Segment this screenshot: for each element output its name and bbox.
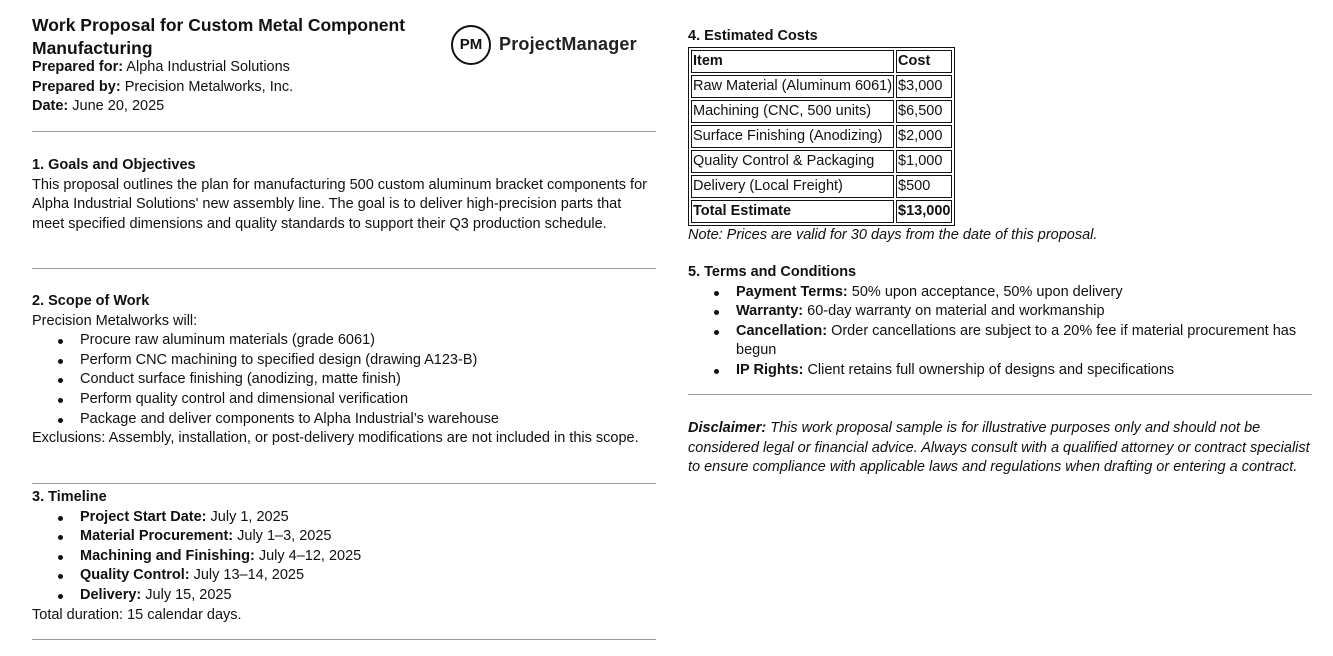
projectmanager-logo xyxy=(451,25,637,65)
cost-item: Delivery (Local Freight) xyxy=(691,175,894,198)
list-item xyxy=(736,361,1312,381)
goals-heading: 1. Goals and Objectives xyxy=(32,157,196,173)
column-header-cost: Cost xyxy=(896,50,952,73)
scope-exclusions: Exclusions: Assembly, installation, or post-delivery modifications are not included in this scope. xyxy=(32,430,639,447)
disclaimer-body: This work proposal sample is for illustrative purposes only and should not be considered legal or financial advice. Always consult with a qualified attorney or contract specialist to ensure compliance with applicable laws and regulations when drafting or entering a contract. xyxy=(688,420,1310,476)
timeline-total: Total duration: 15 calendar days. xyxy=(32,606,242,623)
timeline-heading: 3. Timeline xyxy=(32,489,107,505)
scope-section xyxy=(32,292,656,449)
timeline-value: July 1–3, 2025 xyxy=(237,528,332,545)
disclaimer-text xyxy=(688,419,1312,478)
list-item xyxy=(736,283,1312,303)
cost-item: Surface Finishing (Anodizing) xyxy=(691,125,894,148)
pm-logo-icon: PM xyxy=(451,25,491,65)
prepared-by-line xyxy=(32,78,293,98)
list-item xyxy=(80,547,656,567)
table-row xyxy=(691,125,952,148)
date-value: June 20, 2025 xyxy=(72,98,165,115)
cost-item: Quality Control & Packaging xyxy=(691,150,894,173)
cost-item: Raw Material (Aluminum 6061) xyxy=(691,75,894,98)
timeline-label: Machining and Finishing: xyxy=(80,547,255,564)
prepared-by-label: Prepared by: xyxy=(32,78,121,95)
list-item: Perform CNC machining to specified design (drawing A123-B) xyxy=(80,351,656,371)
divider xyxy=(32,268,656,269)
timeline-value: July 15, 2025 xyxy=(145,586,232,603)
disclaimer-label: Disclaimer: xyxy=(688,420,767,436)
costs-note: Note: Prices are valid for 30 days from the date of this proposal. xyxy=(688,226,1098,243)
list-item xyxy=(80,527,656,547)
table-header-row xyxy=(691,50,952,73)
timeline-label: Quality Control: xyxy=(80,567,190,584)
timeline-value: July 4–12, 2025 xyxy=(258,547,362,564)
goals-body: This proposal outlines the plan for manufacturing 500 custom aluminum bracket components for Alpha Industrial Solutions' new assembly line. The goal is to deliver high-precision parts that meet specified dimensions and quality standards to support their Q3 production schedule. xyxy=(32,176,647,232)
list-item xyxy=(80,586,656,606)
cost-item: Machining (CNC, 500 units) xyxy=(691,100,894,123)
total-value: $13,000 xyxy=(896,200,952,223)
terms-heading: 5. Terms and Conditions xyxy=(688,264,857,280)
cost-value: $1,000 xyxy=(896,150,952,173)
divider xyxy=(32,639,656,640)
date-line xyxy=(32,97,293,117)
timeline-list xyxy=(32,508,656,606)
date-label: Date: xyxy=(32,98,69,115)
table-row xyxy=(691,150,952,173)
table-row xyxy=(691,75,952,98)
list-item xyxy=(80,508,656,528)
timeline-label: Delivery: xyxy=(80,586,142,603)
column-header-item: Item xyxy=(691,50,894,73)
document-meta xyxy=(32,58,293,117)
table-total-row xyxy=(691,200,952,223)
page-title: Work Proposal for Custom Metal Component Manufacturing xyxy=(32,15,406,58)
term-value: 50% upon acceptance, 50% upon delivery xyxy=(851,283,1123,300)
goals-section xyxy=(32,156,656,234)
costs-table xyxy=(688,47,955,226)
scope-intro: Precision Metalworks will: xyxy=(32,312,198,329)
term-label: Payment Terms: xyxy=(736,283,848,300)
table-row xyxy=(691,175,952,198)
term-label: Cancellation: xyxy=(736,322,828,339)
prepared-for-value: Alpha Industrial Solutions xyxy=(126,59,290,75)
list-item: Package and deliver components to Alpha Industrial’s warehouse xyxy=(80,410,656,430)
cost-value: $3,000 xyxy=(896,75,952,98)
term-value: Order cancellations are subject to a 20% fee if material procurement has begun xyxy=(736,322,1297,359)
costs-heading: 4. Estimated Costs xyxy=(688,28,818,44)
logo-wordmark: ProjectManager xyxy=(499,34,637,55)
list-item: Conduct surface finishing (anodizing, matte finish) xyxy=(80,370,656,390)
term-value: Client retains full ownership of designs and specifications xyxy=(807,361,1175,378)
timeline-label: Material Procurement: xyxy=(80,528,234,545)
term-label: IP Rights: xyxy=(736,361,804,378)
list-item xyxy=(736,322,1312,361)
scope-heading: 2. Scope of Work xyxy=(32,293,150,309)
terms-section xyxy=(688,263,1312,381)
cost-value: $6,500 xyxy=(896,100,952,123)
list-item xyxy=(80,566,656,586)
list-item xyxy=(736,302,1312,322)
terms-list xyxy=(688,283,1312,381)
timeline-label: Project Start Date: xyxy=(80,508,207,525)
disclaimer-section xyxy=(688,419,1312,478)
divider xyxy=(688,394,1312,395)
term-label: Warranty: xyxy=(736,303,804,320)
prepared-for-line xyxy=(32,58,293,78)
list-item: Perform quality control and dimensional verification xyxy=(80,390,656,410)
scope-list xyxy=(32,331,656,429)
costs-section xyxy=(688,27,1312,245)
divider xyxy=(32,131,656,132)
divider xyxy=(32,483,656,484)
list-item: Procure raw aluminum materials (grade 6061) xyxy=(80,331,656,351)
timeline-value: July 1, 2025 xyxy=(210,508,289,525)
timeline-value: July 13–14, 2025 xyxy=(193,567,305,584)
cost-value: $500 xyxy=(896,175,952,198)
table-row xyxy=(691,100,952,123)
total-label: Total Estimate xyxy=(691,200,894,223)
prepared-for-label: Prepared for: xyxy=(32,59,124,75)
prepared-by-value: Precision Metalworks, Inc. xyxy=(124,78,294,95)
cost-value: $2,000 xyxy=(896,125,952,148)
timeline-section xyxy=(32,488,656,625)
term-value: 60-day warranty on material and workmanship xyxy=(807,303,1105,320)
